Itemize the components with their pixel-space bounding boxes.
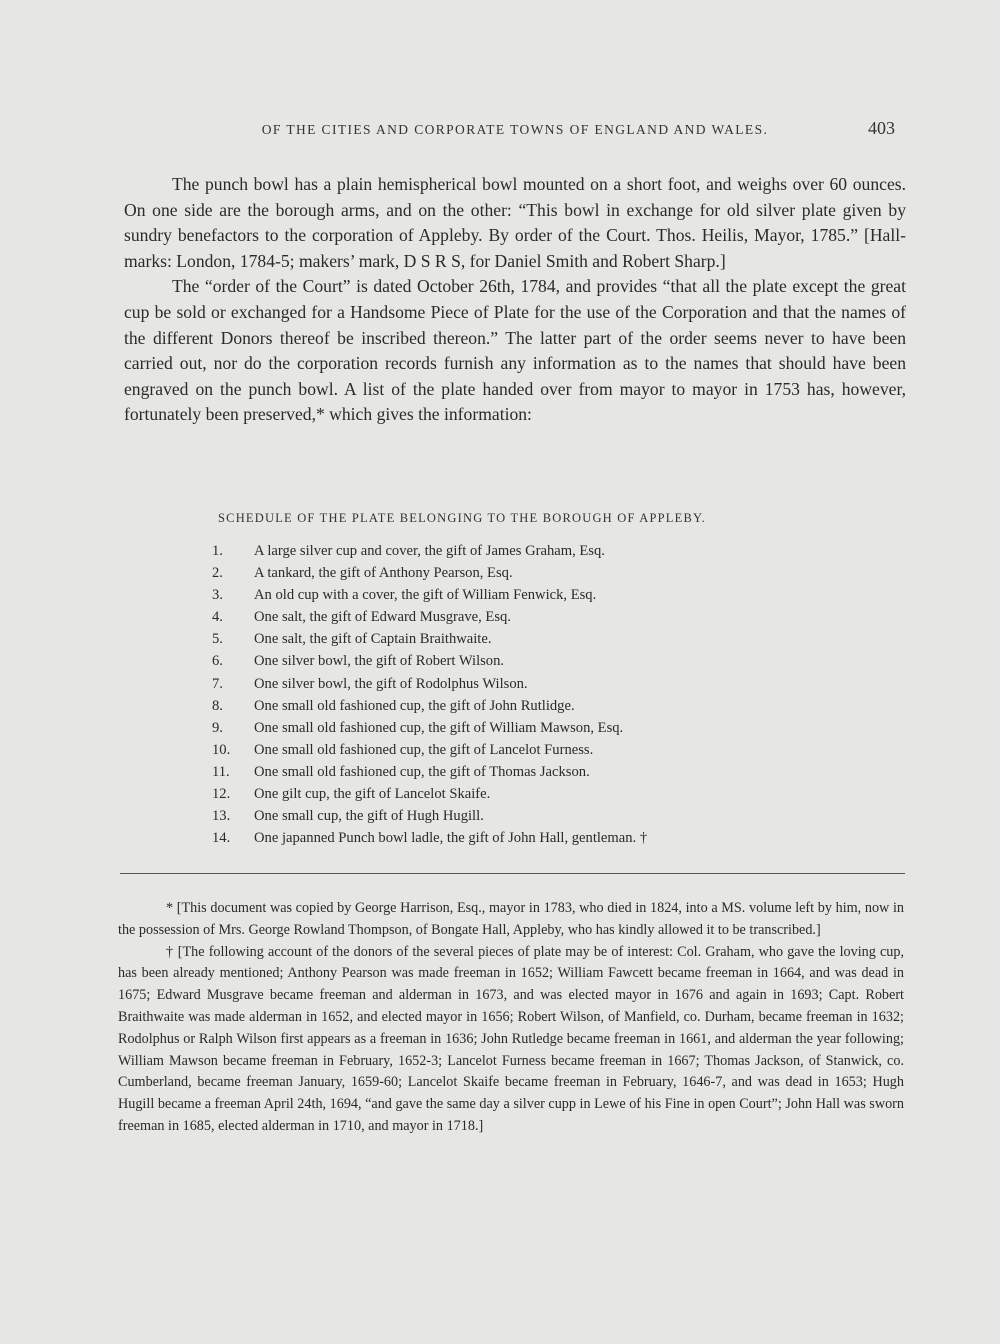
list-item xyxy=(212,783,812,805)
schedule-list xyxy=(212,540,812,849)
schedule-title: SCHEDULE OF THE PLATE BELONGING TO THE BOROUGH OF APPLEBY. xyxy=(218,511,706,525)
list-item xyxy=(212,805,812,827)
item-text: One japanned Punch bowl ladle, the gift of John Hall, gentleman. † xyxy=(254,830,648,847)
footnotes xyxy=(118,898,904,1138)
item-number: 8. xyxy=(212,697,223,714)
item-number: 1. xyxy=(212,543,223,559)
item-text: A tankard, the gift of Anthony Pearson, Esq. xyxy=(254,565,513,582)
item-text: One small old fashioned cup, the gift of John Rutlidge. xyxy=(254,697,575,714)
body-text xyxy=(124,172,906,428)
item-text: One small old fashioned cup, the gift of Lancelot Furness. xyxy=(254,741,594,758)
item-number: 2. xyxy=(212,565,223,582)
list-item xyxy=(212,628,812,650)
footnote: * [This document was copied by George Harrison, Esq., mayor in 1783, who died in 1824, into a MS. volume left by him, now in the possession of Mrs. George Rowland Thompson, of Bongate Hall, Appleby, who has kindly allowed it to be transcribed.] xyxy=(118,900,904,938)
item-text: One small cup, the gift of Hugh Hugill. xyxy=(254,808,484,825)
item-number: 12. xyxy=(212,786,231,803)
item-text: An old cup with a cover, the gift of William Fenwick, Esq. xyxy=(254,587,597,604)
item-text: One salt, the gift of Edward Musgrave, Esq. xyxy=(254,609,511,626)
list-item xyxy=(212,717,812,739)
item-text: One gilt cup, the gift of Lancelot Skaife. xyxy=(254,786,491,803)
list-item xyxy=(212,606,812,628)
item-number: 13. xyxy=(212,808,231,825)
item-number: 10. xyxy=(212,741,231,758)
list-item xyxy=(212,650,812,672)
list-item xyxy=(212,562,812,584)
item-number: 7. xyxy=(212,675,223,692)
list-item xyxy=(212,673,812,695)
list-item xyxy=(212,827,812,849)
footnote: † [The following account of the donors of the several pieces of plate may be of interest: Col. Graham, who gave the loving cup, has been already mentioned; Anthony Pearson was made freeman in 1652; William Fawcett became freeman in 1664, and was dead in 1675; Edward Musgrave became freeman and alderman in 1673, and was elected mayor in 1676 and again in 1693; Capt. Robert Braithwaite was made alderman in 1652, and elected mayor in 1656; Robert Wilson, of Manfield, co. Durham, became freeman in 1632; Rodolphus or Ralph Wilson first appears as a freeman in 1636; John Rutledge became freeman in 1661, and alderman the year following; William Mawson became freeman in February, 1652-3; Lancelot Furness became freeman in 1667; Thomas Jackson, of Stanwick, co. Cumberland, became freeman January, 1659-60; Lancelot Skaife became freeman in February, 1646-7, and was dead in 1653; Hugh Hugill became a freeman April 24th, 1694, “and gave the same day a silver cupp in Lewe of his Fine in open Court”; John Hall was sworn freeman in 1685, elected alderman in 1710, and mayor in 1718.] xyxy=(118,943,904,1134)
paragraph: The punch bowl has a plain hemispherical bowl mounted on a short foot, and weighs over 60 ounces. On one side are the borough arms, and on the other: “This bowl in exchange for old silver plate given by sundry benefactors to the corporation of Appleby. By order of the Court. Thos. Heilis, Mayor, 1785.” [Hall-marks: London, 1784-5; makers’ mark, D S R S, for Daniel Smith and Robert Sharp.] xyxy=(124,174,906,271)
paragraph: The “order of the Court” is dated October 26th, 1784, and provides “that all the plate except the great cup be sold or exchanged for a Handsome Piece of Plate for the use of the Corporation and that the names of the different Donors thereof be inscribed thereon.” The latter part of the order seems never to have been carried out, nor do the corporation records furnish any information as to the names that should have been engraved on the punch bowl. A list of the plate handed over from mayor to mayor in 1753 has, however, fortunately been preserved,* which gives the information: xyxy=(124,276,906,425)
running-head: OF THE CITIES AND CORPORATE TOWNS OF ENGLAND AND WALES. xyxy=(261,122,769,137)
item-text: One small old fashioned cup, the gift of William Mawson, Esq. xyxy=(254,719,624,736)
item-number: 6. xyxy=(212,653,223,670)
item-text: One silver bowl, the gift of Rodolphus Wilson. xyxy=(254,675,528,692)
item-text: One small old fashioned cup, the gift of Thomas Jackson. xyxy=(254,763,590,780)
footnote-divider xyxy=(120,873,905,874)
page-number: 403 xyxy=(868,118,895,138)
item-text: A large silver cup and cover, the gift of James Graham, Esq. xyxy=(254,543,605,559)
item-number: 3. xyxy=(212,587,223,604)
item-number: 5. xyxy=(212,631,223,648)
item-text: One silver bowl, the gift of Robert Wilson. xyxy=(254,653,505,670)
list-item xyxy=(212,584,812,606)
item-number: 4. xyxy=(212,609,223,626)
item-number: 14. xyxy=(212,830,231,847)
item-number: 11. xyxy=(212,763,230,780)
list-item xyxy=(212,540,812,562)
list-item xyxy=(212,695,812,717)
list-item xyxy=(212,761,812,783)
list-item xyxy=(212,739,812,761)
item-number: 9. xyxy=(212,719,223,736)
item-text: One salt, the gift of Captain Braithwaite. xyxy=(254,631,492,648)
